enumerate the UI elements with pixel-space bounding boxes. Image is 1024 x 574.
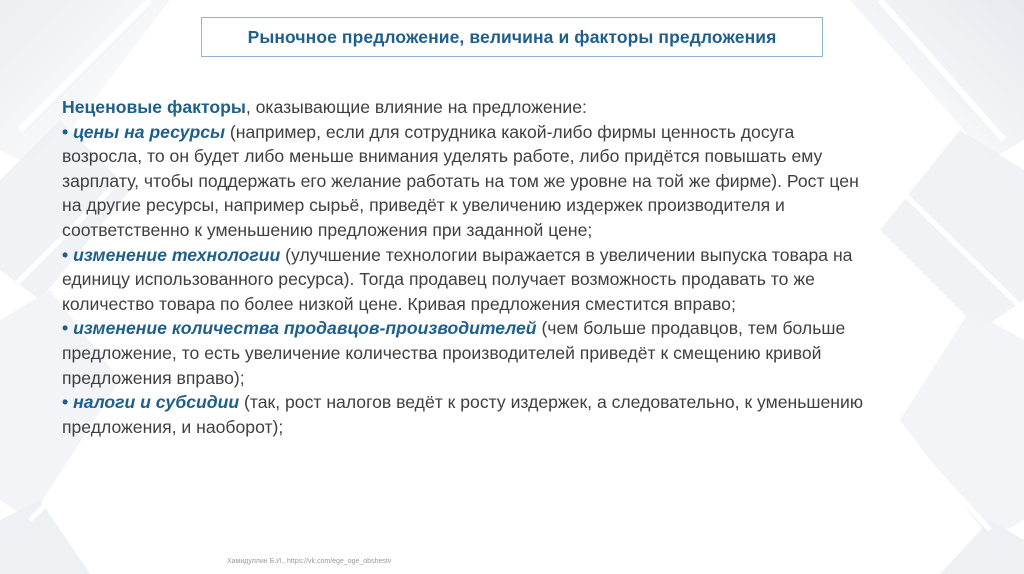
term-sellers-count: изменение количества продавцов-производителей — [73, 318, 537, 339]
line-text: (так, рост налогов ведёт к росту издержек, а следовательно, к уменьшению — [239, 392, 864, 413]
bullet-2: • — [62, 244, 74, 265]
line-text: возросла, то он будет либо меньше внимания уделять работе, либо придётся повышать ему — [62, 146, 823, 167]
text-line — [62, 193, 962, 218]
footer-credit: Хамидуллин Б.И., https://vk.com/ege_oge_obshestv — [227, 558, 392, 565]
text-line — [62, 120, 962, 145]
text-line — [62, 292, 962, 317]
text-line — [62, 267, 962, 292]
line-text: на другие ресурсы, например сырьё, приведёт к увеличению издержек производителя и — [62, 195, 785, 216]
line-text: (чем больше продавцов, тем больше — [536, 318, 846, 339]
term-taxes-subsidies: налоги и субсидии — [73, 392, 240, 413]
bullet-1: • — [62, 121, 74, 142]
line-text: предложения вправо); — [62, 367, 245, 388]
line-text: (улучшение технологии выражается в увеличении выпуска товара на — [280, 244, 853, 265]
line-text: единицу использованного ресурса). Тогда продавец получает возможность продавать то же — [62, 269, 815, 290]
line-text: зарплату, чтобы поддержать его желание работать на том же уровне на той же фирме). Рост цен — [62, 170, 859, 191]
line-text: (например, если для сотрудника какой-либо фирмы ценность досуга — [225, 121, 795, 142]
text-line — [62, 390, 962, 415]
text-line — [62, 341, 962, 366]
line-text: предложение, то есть увеличение количества производителей приведёт к смещению кривой — [62, 342, 822, 363]
line-text: предложения, и наоборот); — [62, 416, 284, 437]
intro-line — [62, 95, 962, 120]
intro-rest: , оказывающие влияние на предложение: — [245, 97, 587, 117]
text-line — [62, 144, 962, 169]
title-box — [201, 17, 823, 57]
bullet-3: • — [62, 318, 74, 339]
term-technology-change: изменение технологии — [73, 244, 281, 265]
text-line — [62, 415, 962, 440]
text-line — [62, 169, 962, 194]
slide-title: Рыночное предложение, величина и факторы предложения — [247, 26, 777, 47]
bg-shape-left-4 — [0, 500, 90, 574]
line-text: соответственно к уменьшению предложения при заданной цене; — [62, 219, 593, 240]
intro-heading: Неценовые факторы — [62, 97, 246, 117]
text-line — [62, 316, 962, 341]
text-line — [62, 243, 962, 268]
bullet-4: • — [62, 392, 74, 413]
text-line — [62, 366, 962, 391]
text-line — [62, 218, 962, 243]
line-text: количество товара по более низкой цене. Кривая предложения сместится вправо; — [62, 293, 736, 314]
content-text — [62, 95, 962, 439]
term-resource-prices: цены на ресурсы — [73, 121, 226, 142]
